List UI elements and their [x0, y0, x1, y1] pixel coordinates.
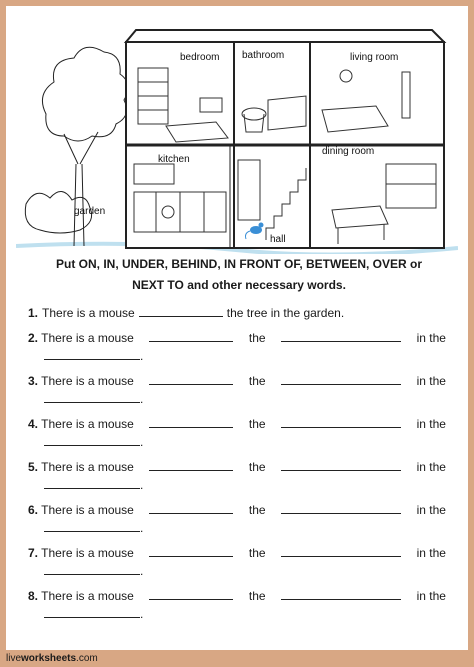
- answer-blank[interactable]: [281, 372, 401, 385]
- question-text: in the: [416, 589, 446, 603]
- question-text: the: [248, 460, 266, 474]
- question-text: the: [248, 546, 266, 560]
- answer-blank[interactable]: [281, 587, 401, 600]
- answer-blank[interactable]: [281, 329, 401, 342]
- question-text: the: [248, 417, 266, 431]
- question-text: in the: [416, 546, 446, 560]
- question-text: There is a mouse: [41, 589, 134, 603]
- question-end: .: [140, 521, 144, 535]
- question-text: the: [248, 331, 266, 345]
- question-text: in the: [416, 417, 446, 431]
- question-3: [28, 372, 446, 408]
- living-room-label: living room: [350, 52, 399, 63]
- question-text: There is a mouse: [41, 460, 134, 474]
- footer-brand: [6, 653, 98, 664]
- instructions-line-1: Put ON, IN, UNDER, BEHIND, IN FRONT OF, BETWEEN, OVER or: [55, 257, 422, 271]
- answer-blank[interactable]: [149, 329, 233, 342]
- question-6: [28, 501, 446, 537]
- answer-blank[interactable]: [281, 501, 401, 514]
- brand-tail: .com: [76, 653, 98, 664]
- bathroom-label: bathroom: [242, 50, 285, 61]
- question-number: 4.: [28, 417, 39, 431]
- bedroom-label: bedroom: [180, 52, 220, 63]
- answer-blank[interactable]: [149, 415, 233, 428]
- answer-blank[interactable]: [149, 458, 233, 471]
- house-illustration: [16, 14, 458, 254]
- answer-blank[interactable]: [44, 433, 140, 446]
- question-end: .: [140, 349, 144, 363]
- question-text: the tree in the garden.: [226, 306, 345, 320]
- question-number: 5.: [28, 460, 39, 474]
- question-text: There is a mouse: [41, 546, 134, 560]
- question-end: .: [140, 607, 144, 621]
- question-2: [28, 329, 446, 365]
- answer-blank[interactable]: [149, 372, 233, 385]
- answer-blank[interactable]: [44, 562, 140, 575]
- question-text: the: [248, 589, 266, 603]
- question-5: [28, 458, 446, 494]
- question-text: in the: [416, 331, 446, 345]
- answer-blank[interactable]: [44, 390, 140, 403]
- question-text: There is a mouse: [41, 331, 134, 345]
- question-end: .: [140, 392, 144, 406]
- question-text: There is a mouse: [41, 417, 134, 431]
- answer-blank[interactable]: [281, 415, 401, 428]
- question-text: the: [248, 503, 266, 517]
- instructions-line-2: NEXT TO and other necessary words.: [132, 278, 346, 292]
- question-text: There is a mouse: [42, 306, 135, 320]
- answer-blank[interactable]: [139, 304, 223, 317]
- question-1: [28, 304, 446, 322]
- question-number: 6.: [28, 503, 39, 517]
- garden-label: garden: [74, 206, 106, 217]
- brand-bold: worksheets: [21, 653, 77, 664]
- question-end: .: [140, 435, 144, 449]
- hall-label: hall: [270, 234, 286, 245]
- question-number: 3.: [28, 374, 39, 388]
- question-number: 7.: [28, 546, 39, 560]
- question-8: [28, 587, 446, 623]
- answer-blank[interactable]: [281, 458, 401, 471]
- answer-blank[interactable]: [149, 544, 233, 557]
- question-number: 8.: [28, 589, 39, 603]
- answer-blank[interactable]: [44, 519, 140, 532]
- question-text: in the: [416, 503, 446, 517]
- answer-blank[interactable]: [281, 544, 401, 557]
- question-number: 2.: [28, 331, 39, 345]
- house-drawing: [16, 14, 458, 254]
- answer-blank[interactable]: [44, 476, 140, 489]
- kitchen-label: kitchen: [158, 154, 190, 165]
- question-text: in the: [416, 460, 446, 474]
- question-number: 1.: [28, 306, 39, 320]
- question-text: There is a mouse: [41, 374, 134, 388]
- question-text: There is a mouse: [41, 503, 134, 517]
- answer-blank[interactable]: [44, 605, 140, 618]
- dining-room-label: dining room: [322, 146, 375, 157]
- question-7: [28, 544, 446, 580]
- question-end: .: [140, 564, 144, 578]
- answer-blank[interactable]: [44, 347, 140, 360]
- answer-blank[interactable]: [149, 587, 233, 600]
- instructions: [24, 254, 454, 296]
- worksheet-page: [6, 6, 468, 650]
- answer-blank[interactable]: [149, 501, 233, 514]
- question-text: in the: [416, 374, 446, 388]
- question-end: .: [140, 478, 144, 492]
- question-4: [28, 415, 446, 451]
- brand-light: live: [6, 653, 22, 664]
- question-text: the: [248, 374, 266, 388]
